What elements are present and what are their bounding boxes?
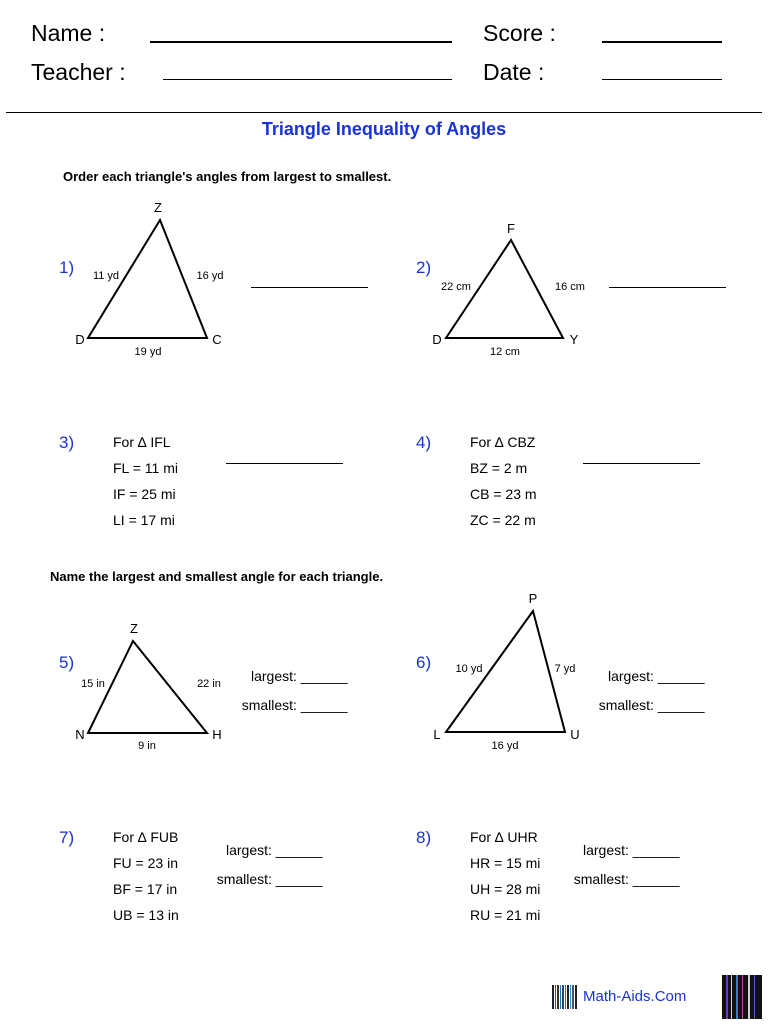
given-block-7: [113, 824, 179, 928]
triangle-2: [420, 215, 610, 365]
problem-number-3: 3): [59, 433, 75, 452]
smallest-answer[interactable]: smallest: ______: [216, 871, 323, 887]
score-line[interactable]: [602, 41, 722, 43]
problem-number-8: 8): [416, 828, 432, 847]
given-line: LI = 17 mi: [113, 512, 175, 528]
smallest-answer[interactable]: smallest: ______: [241, 697, 348, 713]
name-line[interactable]: [150, 41, 452, 43]
given-line: For ∆ IFL: [113, 434, 171, 450]
smallest-answer[interactable]: smallest: ______: [573, 871, 680, 887]
answer-line-1[interactable]: [251, 287, 368, 288]
given-line: FL = 11 mi: [113, 460, 178, 476]
given-block-3: [113, 429, 178, 533]
given-line: For ∆ FUB: [113, 829, 179, 845]
triangle-6: [420, 585, 610, 765]
answers-7: [216, 836, 323, 894]
given-line: For ∆ UHR: [470, 829, 538, 845]
vertex-label: H: [212, 727, 222, 742]
side-label: 22 in: [197, 678, 221, 690]
triangle-5: [60, 615, 250, 765]
given-block-8: [470, 824, 540, 928]
answers-6: [598, 662, 705, 720]
answer-line-2[interactable]: [609, 287, 726, 288]
header-divider: [6, 112, 762, 113]
vertex-label: F: [507, 221, 515, 236]
largest-answer[interactable]: largest: ______: [608, 668, 705, 684]
barcode-icon: [552, 985, 578, 1009]
given-line: CB = 23 m: [470, 486, 537, 502]
vertex-label: L: [433, 727, 441, 742]
problem-number-4: 4): [416, 433, 432, 452]
side-label: 9 in: [138, 740, 156, 752]
vertex-label: P: [528, 591, 538, 606]
side-label: 10 yd: [455, 663, 483, 675]
answer-line-3[interactable]: [226, 463, 343, 464]
side-label: 15 in: [81, 678, 105, 690]
score-label: Score :: [483, 20, 556, 46]
side-label: 16 cm: [555, 281, 585, 293]
side-label: 16 yd: [196, 270, 224, 282]
vertex-label: N: [75, 727, 85, 742]
given-line: UB = 13 in: [113, 907, 179, 923]
given-block-4: [470, 429, 537, 533]
date-label: Date :: [483, 59, 545, 85]
largest-answer[interactable]: largest: ______: [226, 842, 323, 858]
problem-number-5: 5): [59, 653, 75, 672]
vertex-label: Z: [130, 621, 138, 636]
largest-answer[interactable]: largest: ______: [583, 842, 680, 858]
given-line: IF = 25 mi: [113, 486, 176, 502]
side-label: 11 yd: [92, 270, 120, 282]
date-line[interactable]: [602, 79, 722, 80]
given-line: For ∆ CBZ: [470, 434, 536, 450]
vertex-label: Z: [154, 200, 162, 215]
side-label: 12 cm: [490, 346, 520, 358]
given-line: FU = 23 in: [113, 855, 178, 871]
vertex-label: D: [75, 332, 85, 347]
problem-number-7: 7): [59, 828, 75, 847]
triangle-5-shape: [88, 641, 207, 733]
vertex-label: U: [570, 727, 580, 742]
side-label: 16 yd: [491, 740, 519, 752]
section1-instruction: Order each triangle's angles from largest to smallest.: [63, 169, 392, 184]
corner-barcode-icon: [722, 975, 762, 1019]
problem-number-2: 2): [416, 258, 432, 277]
vertex-label: D: [432, 332, 442, 347]
vertex-label: C: [212, 332, 222, 347]
answers-8: [573, 836, 680, 894]
vertex-label: Y: [569, 332, 579, 347]
answers-5: [241, 662, 348, 720]
name-label: Name :: [31, 20, 106, 46]
given-line: UH = 28 mi: [470, 881, 541, 897]
problem-number-6: 6): [416, 653, 432, 672]
footer-brand: Math-Aids.Com: [583, 988, 687, 1005]
side-label: 22 cm: [441, 281, 471, 293]
side-label: 7 yd: [554, 663, 576, 675]
side-label: 19 yd: [134, 346, 162, 358]
given-line: BZ = 2 m: [470, 460, 528, 476]
given-line: ZC = 22 m: [470, 512, 536, 528]
given-line: RU = 21 mi: [470, 907, 541, 923]
teacher-line[interactable]: [163, 79, 452, 80]
smallest-answer[interactable]: smallest: ______: [598, 697, 705, 713]
teacher-label: Teacher :: [31, 59, 126, 85]
triangle-1: [60, 195, 250, 365]
section2-instruction: Name the largest and smallest angle for each triangle.: [50, 569, 384, 584]
answer-line-4[interactable]: [583, 463, 700, 464]
largest-answer[interactable]: largest: ______: [251, 668, 348, 684]
worksheet-title: Triangle Inequality of Angles: [261, 119, 507, 139]
given-line: BF = 17 in: [113, 881, 178, 897]
problem-number-1: 1): [59, 258, 75, 277]
given-line: HR = 15 mi: [470, 855, 541, 871]
